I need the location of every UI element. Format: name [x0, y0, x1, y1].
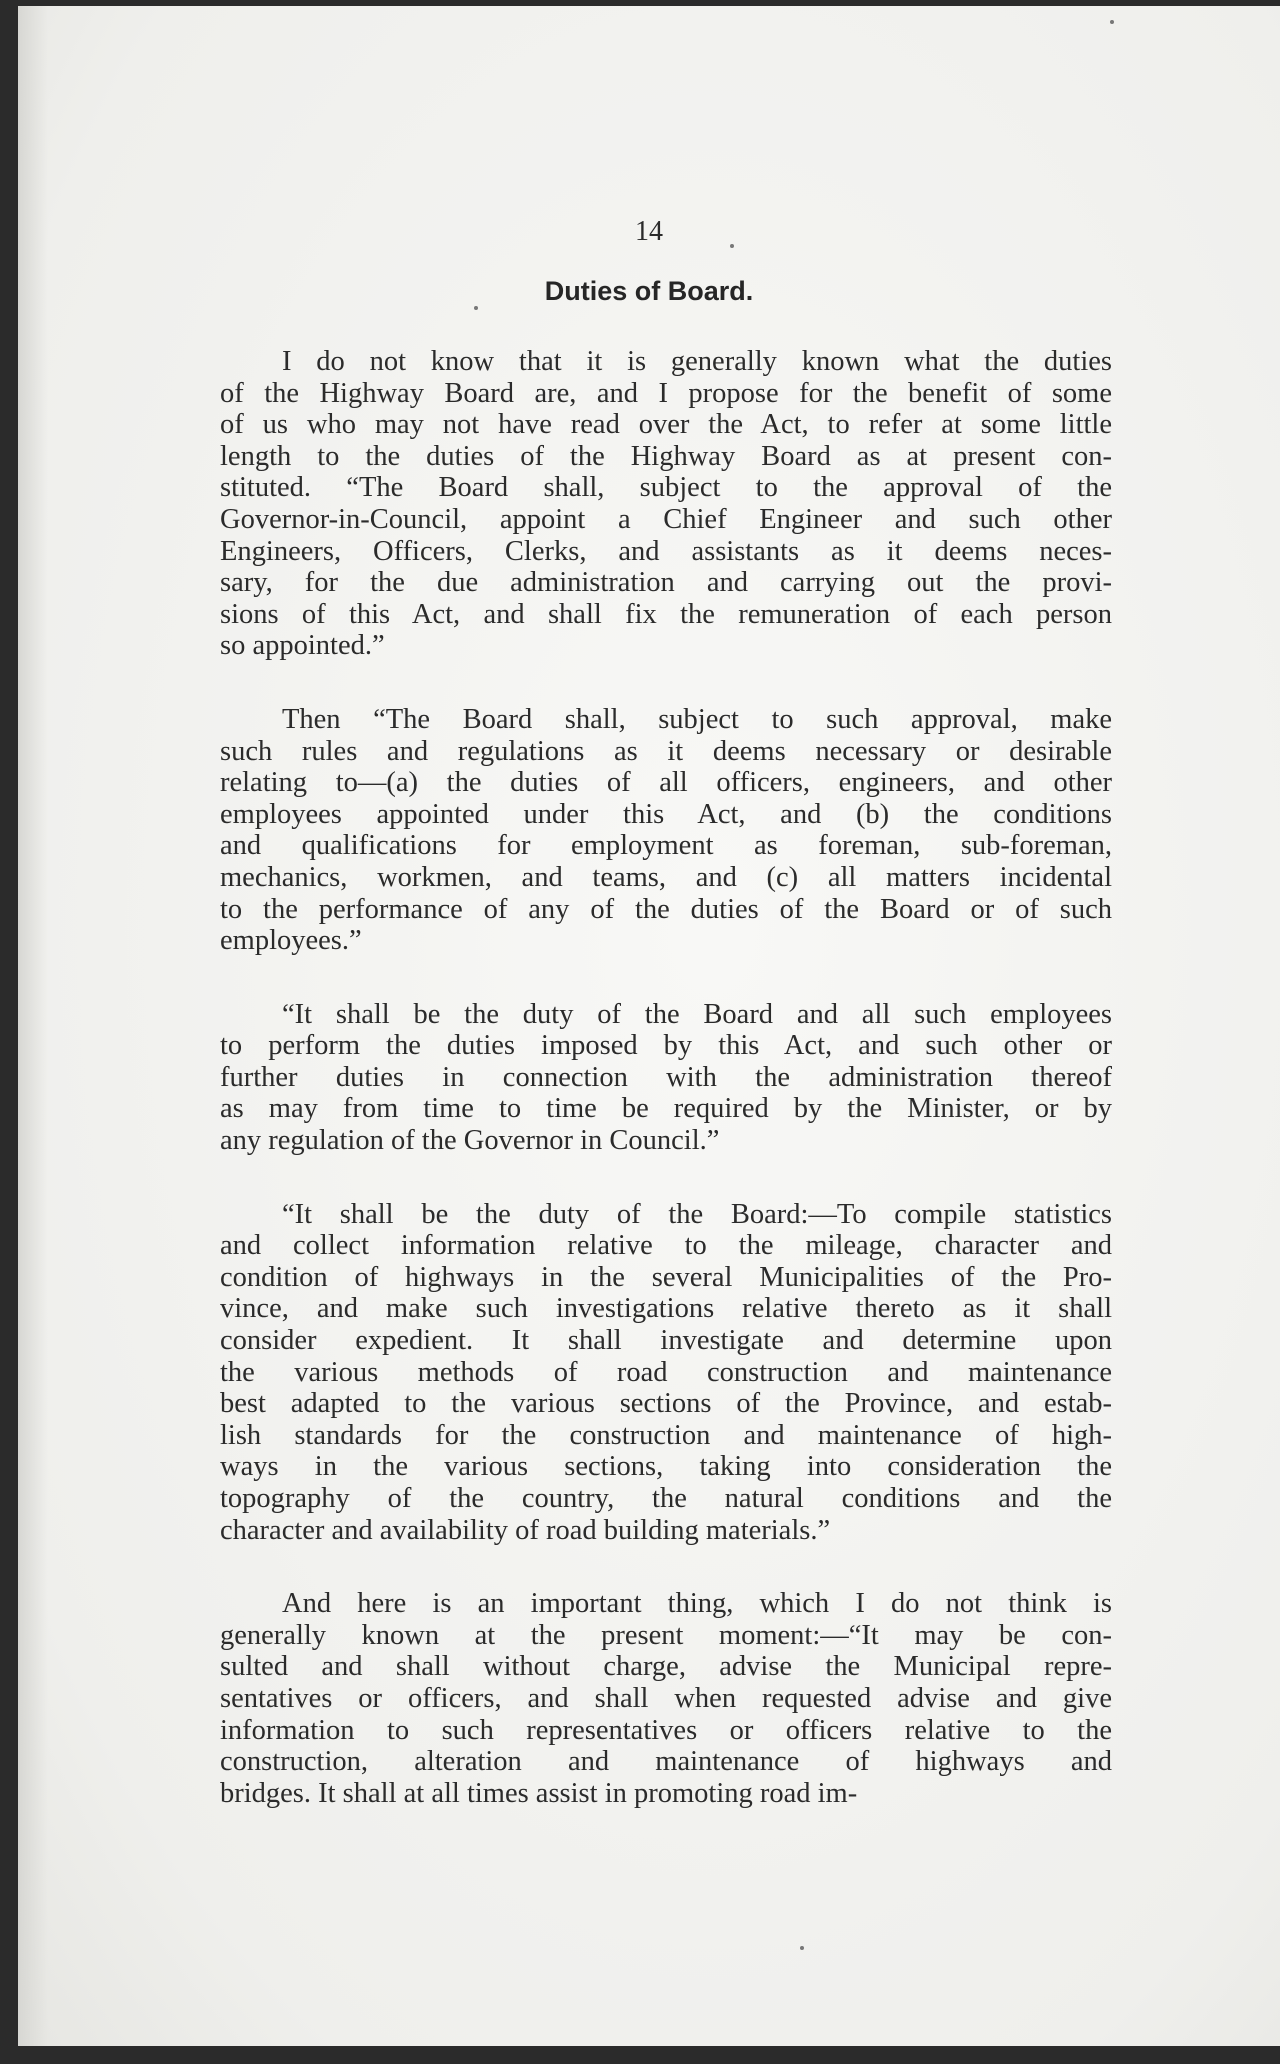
body-text [220, 346, 1112, 1851]
paragraph-5 [220, 1588, 1112, 1809]
text-line: I do not know that it is generally known what the duties [282, 346, 1112, 377]
text-line: Engineers, Officers, Clerks, and assistants as it deems neces- [220, 535, 1112, 567]
text-line: sentatives or officers, and shall when requested advise and give [220, 1682, 1112, 1714]
speck [474, 306, 478, 310]
text-line: And here is an important thing, which I do not think is [282, 1588, 1112, 1620]
text-line: ways in the various sections, taking into consideration the [220, 1451, 1112, 1483]
text-line: such rules and regulations as it deems necessary or desirable [220, 735, 1112, 767]
text-line: to the performance of any of the duties of the Board or of such [220, 893, 1112, 925]
text-line: generally known at the present moment:—“It may be con- [220, 1619, 1112, 1651]
document-page [18, 6, 1280, 2046]
text-line: mechanics, workmen, and teams, and (c) all matters incidental [220, 861, 1112, 893]
text-line: as may from time to time be required by the Minister, or by [220, 1093, 1112, 1125]
text-line: sary, for the due administration and carrying out the provi- [220, 567, 1112, 599]
text-line: and qualifications for employment as foreman, sub-foreman, [220, 830, 1112, 862]
page-number: 14 [635, 216, 663, 247]
text-line: consider expedient. It shall investigate and determine upon [220, 1325, 1112, 1357]
text-line: any regulation of the Governor in Council.” [220, 1125, 720, 1157]
paragraph-3 [220, 999, 1112, 1157]
text-line: the various methods of road construction and maintenance [220, 1356, 1112, 1388]
text-line: Governor-in-Council, appoint a Chief Engineer and such other [220, 503, 1112, 535]
text-line: topography of the country, the natural conditions and the [220, 1483, 1112, 1514]
text-line: employees.” [220, 925, 362, 957]
paragraph-2 [220, 704, 1112, 957]
text-line: information to such representatives or officers relative to the [220, 1714, 1112, 1746]
text-line: condition of highways in the several Municipalities of the Pro- [220, 1261, 1112, 1293]
text-line: to perform the duties imposed by this Act, and such other or [220, 1030, 1112, 1062]
text-line: employees appointed under this Act, and (b) the conditions [220, 798, 1112, 830]
text-line: further duties in connection with the administration thereof [220, 1061, 1112, 1093]
text-line: “It shall be the duty of the Board and all such employees [282, 998, 1112, 1030]
text-line: sulted and shall without charge, advise the Municipal repre- [220, 1651, 1112, 1683]
text-line: sions of this Act, and shall fix the remuneration of each person [220, 598, 1112, 630]
text-line: length to the duties of the Highway Board as at present con- [220, 440, 1112, 472]
text-line: Then “The Board shall, subject to such approval, make [282, 703, 1112, 735]
speck [730, 244, 734, 248]
text-line: bridges. It shall at all times assist in promoting road im- [220, 1777, 858, 1809]
paragraph-1 [220, 346, 1112, 662]
text-line: relating to—(a) the duties of all officers, engineers, and other [220, 767, 1112, 799]
text-line: character and availability of road building materials.” [220, 1514, 831, 1546]
speck [800, 1946, 804, 1950]
text-line: construction, alteration and maintenance of highways and [220, 1746, 1112, 1778]
text-line: of the Highway Board are, and I propose for the benefit of some [220, 377, 1112, 409]
text-line: lish standards for the construction and maintenance of high- [220, 1419, 1112, 1451]
text-line: “It shall be the duty of the Board:—To compile statistics [282, 1198, 1112, 1230]
text-line: of us who may not have read over the Act, to refer at some little [220, 409, 1112, 441]
text-line: and collect information relative to the mileage, character and [220, 1230, 1112, 1262]
section-heading: Duties of Board. [544, 276, 754, 306]
text-line: best adapted to the various sections of the Province, and estab- [220, 1388, 1112, 1420]
text-line: so appointed.” [220, 630, 385, 662]
page-binding-edge [18, 6, 48, 2046]
text-line: vince, and make such investigations relative thereto as it shall [220, 1293, 1112, 1325]
speck [1110, 20, 1114, 24]
text-line: stituted. “The Board shall, subject to the approval of the [220, 472, 1112, 504]
paragraph-4 [220, 1199, 1112, 1547]
